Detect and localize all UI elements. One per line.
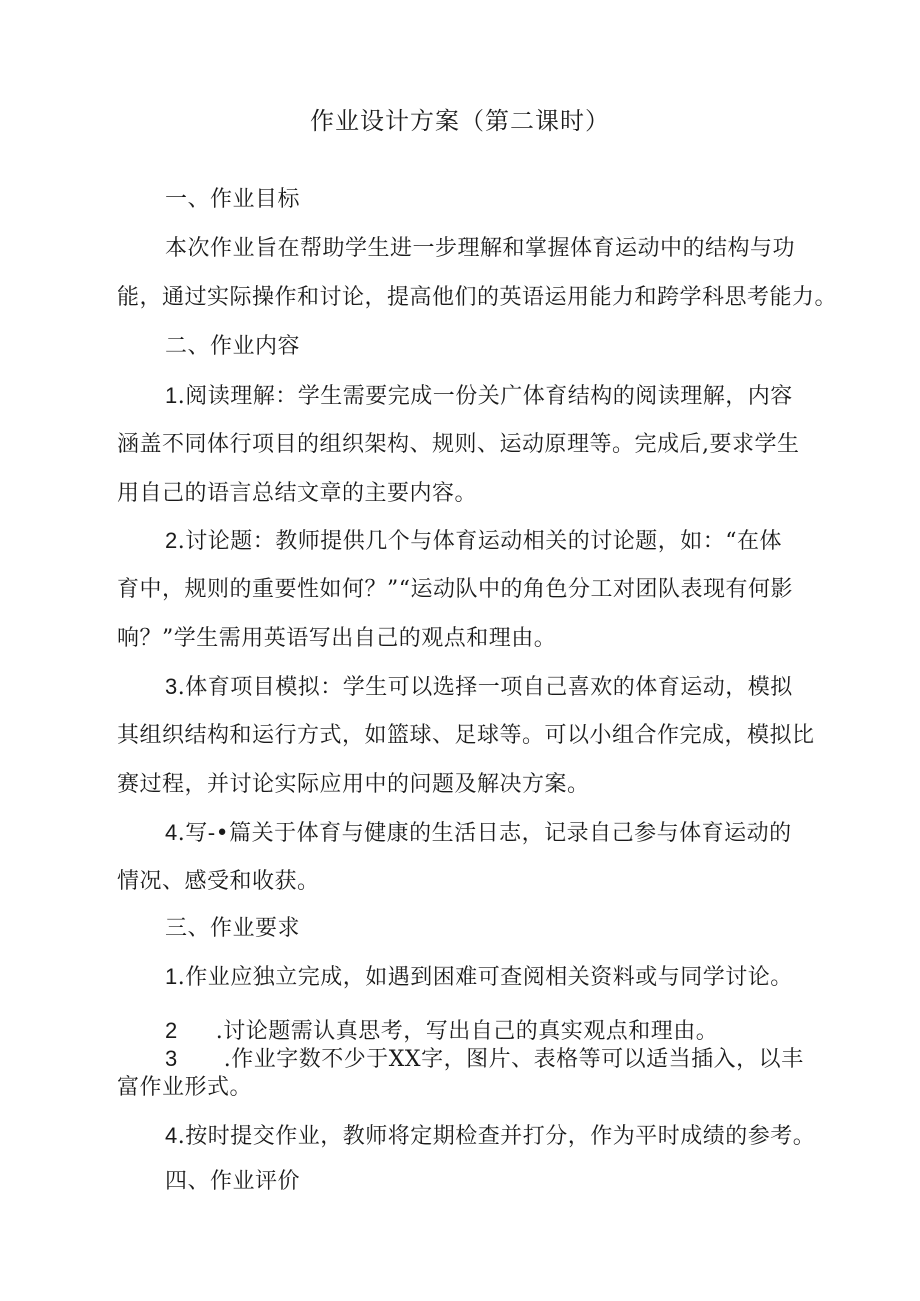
item-number: 3	[165, 1046, 178, 1071]
paragraph-line: 涵盖不同体行项目的组织架构、规则、运动原理等。完成后,要求学生	[117, 432, 800, 457]
section-heading-evaluation: 四、作业评价	[165, 1169, 301, 1194]
item-number: 3	[165, 674, 178, 699]
item-text: .写-•篇关于体育与健康的生活日志，记录自己参与体育运动的	[177, 821, 792, 846]
requirement-item	[165, 1123, 815, 1150]
item-text: .阅读理解：学生需要完成一份关广体育结构的阅读理解，内容	[177, 384, 793, 409]
item-text: .讨论题：教师提供几个与体育运动相关的讨论题，如：“在体	[177, 529, 782, 554]
item-number: 1	[165, 383, 178, 408]
paragraph-line: 用自己的语言总结文章的主要内容。	[117, 481, 478, 506]
section-heading-requirements: 三、作业要求	[165, 916, 301, 941]
paragraph-line: 育中，规则的重要性如何？”“运动队中的角色分工对团队表现有何影	[117, 577, 793, 602]
item-number: 1	[165, 964, 178, 989]
document-title: 作业设计方案（第二课时）	[310, 107, 610, 135]
item-text: .按时提交作业，教师将定期检查并打分，作为平时成绩的参考。	[177, 1124, 816, 1149]
item-text: .体育项目模拟：学生可以选择一项自己喜欢的体育运动，模拟	[177, 675, 793, 700]
item-number: 2	[165, 528, 178, 553]
paragraph-line: 响？”学生需用英语写出自己的观点和理由。	[117, 626, 557, 651]
item-text: .作业字数不少于XX字，图片、表格等可以适当插入，以丰	[223, 1047, 804, 1072]
section-heading-content: 二、作业内容	[165, 334, 301, 359]
item-text: .讨论题需认真思考，写出自己的真实观点和理由。	[215, 1019, 719, 1044]
item-number: 2	[165, 1018, 178, 1043]
list-item-discussion	[165, 528, 782, 555]
requirement-item	[165, 964, 793, 991]
list-item-reading	[165, 383, 793, 410]
paragraph-line: 其组织结构和运行方式，如篮球、足球等。可以小组合作完成，模拟比	[117, 723, 815, 748]
list-item-journal	[165, 820, 792, 847]
item-text: .作业应独立完成，如遇到困难可查阅相关资料或与同学讨论。	[177, 965, 793, 990]
paragraph-line: 本次作业旨在帮助学生进一步理解和掌握体育运动中的结构与功	[165, 236, 796, 261]
list-item-simulation	[165, 674, 793, 701]
item-number: 4	[165, 1123, 178, 1148]
requirement-item	[165, 1046, 804, 1073]
requirement-item	[165, 1018, 718, 1045]
paragraph-line: 能，通过实际操作和讨论，提高他们的英语运用能力和跨学科思考能力。	[117, 285, 838, 310]
item-number: 4	[165, 820, 178, 845]
paragraph-line: 情况、感受和收获。	[117, 869, 320, 894]
section-heading-goals: 一、作业目标	[165, 187, 301, 212]
paragraph-line: 富作业形式。	[117, 1075, 253, 1100]
paragraph-line: 赛过程，并讨论实际应用中的问题及解决方案。	[117, 772, 590, 797]
